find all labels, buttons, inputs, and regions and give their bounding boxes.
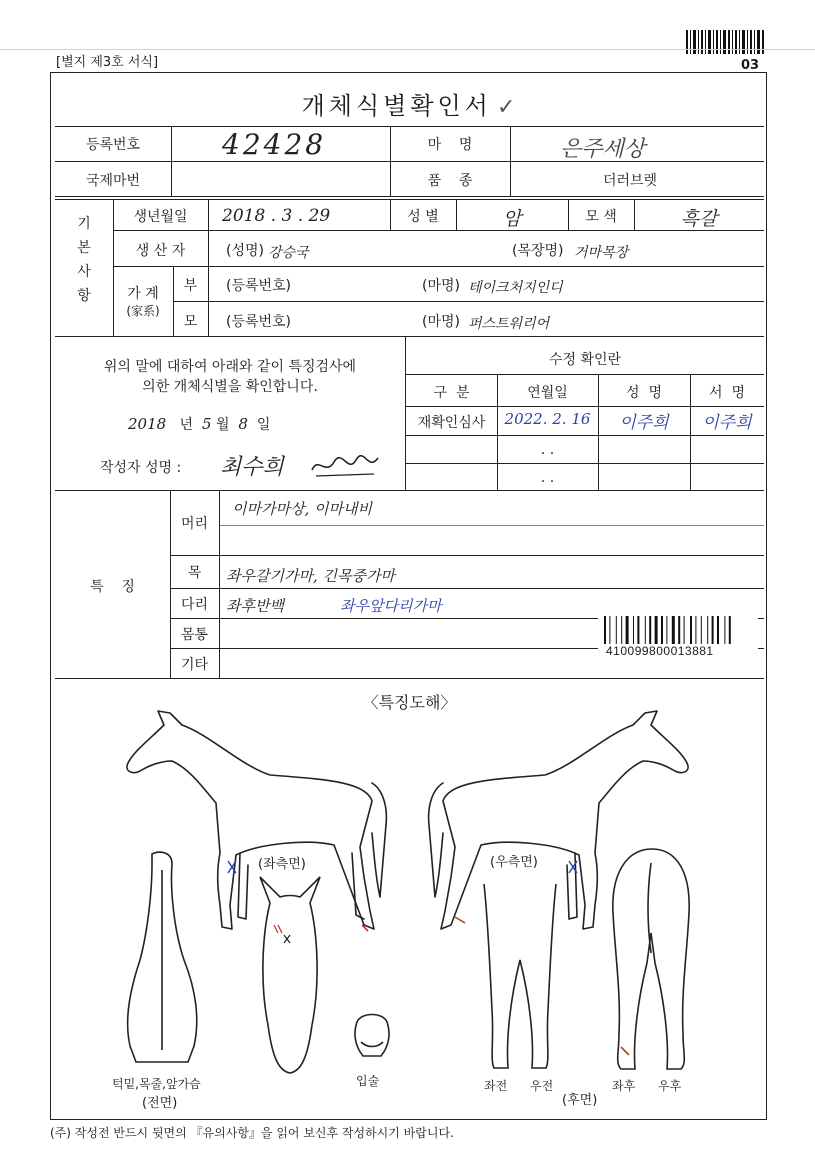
barcode-bar — [678, 616, 680, 644]
writer-label: 작성자 성명 : — [100, 460, 182, 476]
barcode-bar — [621, 616, 622, 644]
intl-no-label: 국제마번 — [85, 173, 141, 189]
date-day: 8 — [238, 415, 248, 433]
date-month-unit: 월 — [215, 417, 230, 433]
rule — [55, 678, 764, 679]
top-barcode — [686, 30, 766, 54]
birth-label: 생년월일 — [133, 209, 188, 225]
sire-name-value: 테이크처지인디 — [468, 280, 563, 296]
producer-name-value: 강승국 — [268, 245, 309, 261]
feature-value-neck: 좌우갈기가마, 긴목중가마 — [226, 567, 395, 585]
horse-front-legs-drawing — [480, 880, 560, 1075]
rule — [219, 490, 220, 678]
rule — [55, 490, 764, 491]
rule — [406, 435, 764, 436]
fore-left-label: 좌전 — [484, 1079, 508, 1093]
horse-head-front-drawing — [252, 875, 327, 1075]
page-number: 03 — [741, 58, 760, 73]
basic-label-char: 기 — [77, 216, 91, 232]
revision-row-sign: 이주희 — [702, 413, 752, 433]
feature-leg-note: 좌우앞다리가마 — [340, 597, 442, 615]
barcode-bar — [649, 616, 651, 644]
confirm-line1: 위의 말에 대하여 아래와 같이 특징검사에 — [103, 359, 357, 375]
top-rule — [0, 49, 815, 50]
sex-value: 암 — [502, 208, 522, 230]
date-day-unit: 일 — [256, 417, 271, 433]
writer-signature — [308, 452, 388, 482]
color-value: 흑갈 — [680, 208, 718, 230]
lineage-label: 가 계 — [127, 286, 159, 302]
dam-name-label: (마명) — [422, 314, 460, 330]
rule — [113, 266, 764, 267]
rule — [406, 406, 764, 407]
barcode-bar — [690, 616, 692, 644]
producer-label: 생 산 자 — [135, 243, 186, 259]
confirm-date — [128, 414, 270, 434]
front-label: (전면) — [142, 1096, 178, 1111]
revision-row-date: . . — [540, 470, 555, 486]
feature-label-body: 몸통 — [180, 627, 209, 643]
dam-name-value: 퍼스트워리어 — [468, 316, 550, 332]
barcode-bar — [695, 616, 696, 644]
revision-title: 수정 확인란 — [548, 352, 622, 368]
rule — [510, 126, 511, 196]
barcode-bar — [712, 616, 714, 644]
lineage-hanja: (家系) — [126, 304, 160, 318]
barcode-bar — [609, 616, 610, 644]
feature-value-head: 이마가마상, 이마내비 — [232, 500, 372, 518]
date-month: 5 — [201, 415, 212, 433]
horse-name-label: 마 명 — [427, 137, 473, 153]
barcode-bar — [616, 616, 617, 644]
sex-label: 성 별 — [407, 209, 439, 225]
reg-no-value: 42428 — [222, 128, 327, 161]
horse-name-value: 은주세상 — [560, 137, 646, 162]
diagram-title: 〈특징도해〉 — [362, 693, 457, 712]
feature-value-leg: 좌후반백 — [226, 597, 284, 615]
barcode-label — [598, 616, 758, 658]
feature-label-head: 머리 — [180, 516, 209, 532]
feature-label-leg: 다리 — [180, 597, 209, 613]
revision-row-name: 이주희 — [619, 413, 669, 433]
sire-reg-label: (등록번호) — [226, 278, 292, 294]
rule — [55, 199, 764, 200]
barcode-bar — [637, 616, 639, 644]
reg-no-label: 등록번호 — [85, 137, 141, 153]
front-caption: 턱밑,목줄,앞가슴 — [112, 1077, 201, 1091]
rule — [171, 126, 172, 196]
barcode-bar — [655, 616, 658, 644]
barcode-bar — [684, 616, 685, 644]
lip-label: 입술 — [356, 1074, 380, 1088]
birth-value: 2018 . 3 . 29 — [222, 206, 331, 226]
color-label: 모 색 — [585, 209, 617, 225]
sire-label: 부 — [183, 278, 198, 294]
barcode-bar — [604, 616, 606, 644]
check-mark: ✓ — [496, 95, 516, 120]
basic-label-char: 사 — [77, 264, 91, 280]
barcode-bar — [724, 616, 725, 644]
farm-value: 거마목장 — [574, 245, 629, 261]
farm-label: (목장명) — [512, 243, 564, 259]
feature-label-etc: 기타 — [180, 657, 209, 673]
lip-drawing — [351, 1012, 393, 1062]
rule — [406, 374, 764, 375]
rule — [170, 555, 764, 556]
fore-right-label: 우전 — [530, 1079, 554, 1093]
right-side-label: (우측면) — [490, 855, 538, 870]
rule — [55, 196, 764, 197]
hind-left-label: 좌후 — [612, 1079, 636, 1093]
rule — [170, 588, 764, 589]
revision-header-name: 성 명 — [626, 385, 662, 401]
revision-header-sign: 서 명 — [709, 385, 745, 401]
rule — [173, 301, 764, 302]
barcode-bar — [645, 616, 646, 644]
dam-reg-label: (등록번호) — [226, 314, 292, 330]
left-side-label: (좌측면) — [258, 857, 306, 872]
rule — [406, 463, 764, 464]
page-title-wrap — [50, 86, 767, 121]
rule — [55, 161, 764, 162]
footer-note: (주) 작성전 반드시 뒷면의 『유의사항』을 읽어 보신후 작성하시기 바랍니다. — [50, 1126, 454, 1140]
barcode-bar — [666, 616, 667, 644]
date-year-unit: 년 — [179, 417, 194, 433]
date-year: 2018 — [128, 415, 167, 433]
confirm-line2: 의한 개체식별을 확인합니다. — [142, 379, 318, 395]
rule — [220, 525, 764, 526]
horse-rear-drawing — [607, 843, 697, 1075]
barcode-bar — [717, 616, 719, 644]
basic-section-label — [55, 212, 113, 308]
breed-label: 품 종 — [427, 173, 473, 189]
barcode-bar — [661, 616, 663, 644]
barcode-bar — [701, 616, 702, 644]
barcode-bar — [626, 616, 629, 644]
barcode-number: 410099800013881 — [606, 644, 714, 658]
revision-header-date: 연월일 — [527, 385, 568, 401]
sire-name-label: (마명) — [422, 278, 460, 294]
hind-right-label: 우후 — [658, 1079, 682, 1093]
form-label: [별지 제3호 서식] — [56, 55, 159, 70]
barcode-bar — [633, 616, 634, 644]
breed-value: 더러브렛 — [602, 173, 658, 189]
rule — [208, 266, 209, 336]
dam-label: 모 — [183, 314, 198, 330]
barcode-bar — [707, 616, 708, 644]
barcode-bar — [729, 616, 731, 644]
barcode-bars — [604, 616, 764, 644]
rule — [208, 199, 209, 266]
basic-label-char: 본 — [77, 240, 91, 256]
rear-label: (후면) — [562, 1093, 598, 1108]
features-section-label: 특 징 — [90, 579, 135, 595]
writer-value: 최수희 — [220, 455, 284, 480]
revision-row-date: . . — [540, 442, 555, 458]
rule — [55, 336, 764, 337]
page-title: 개체식별확인서 — [301, 92, 492, 120]
revision-row-kind: 재확인심사 — [417, 415, 486, 431]
top-barcode-bars — [686, 30, 766, 54]
barcode-bar — [672, 616, 675, 644]
title-rule — [55, 126, 764, 127]
revision-header-kind: 구 분 — [433, 385, 470, 401]
feature-label-neck: 목 — [187, 565, 202, 581]
revision-row-date: 2022. 2. 16 — [504, 410, 591, 428]
producer-name-label: (성명) — [226, 243, 264, 259]
horse-front-neck-drawing — [118, 850, 208, 1072]
basic-label-char: 항 — [77, 288, 91, 304]
